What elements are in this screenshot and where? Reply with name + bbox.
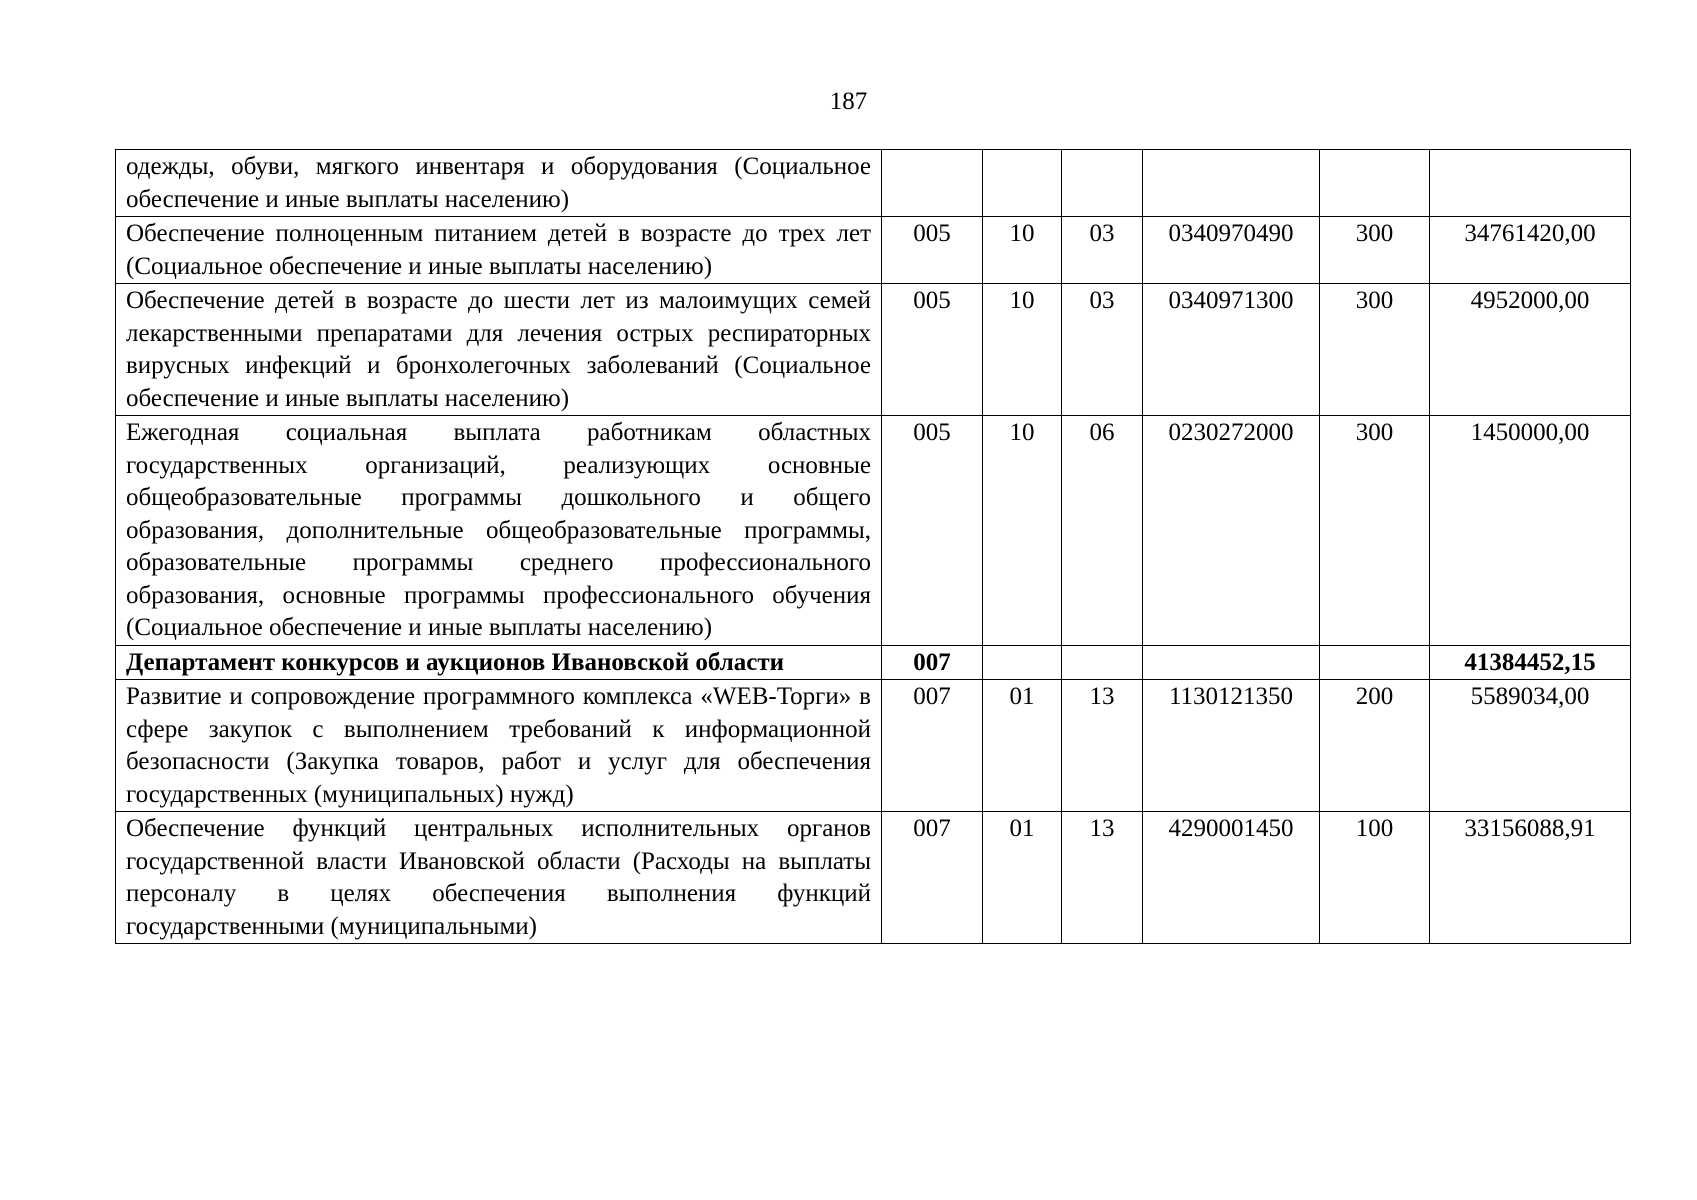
cell-amount: 41384452,15 (1430, 645, 1631, 680)
cell-amount: 4952000,00 (1430, 284, 1631, 416)
table-row (116, 416, 1631, 646)
cell-description: Обеспечение полноценным питанием детей в возрасте до трех лет (Социальное обеспечение и иные выплаты населению) (116, 217, 882, 284)
cell-section-code: 10 (983, 416, 1062, 646)
cell-description: Ежегодная социальная выплата работникам областных государственных организаций, реализующих основные общеобразовательные программы дошкольного и общего образования, дополнительные общеобразовательные программы, образовательные программы среднего профессионального образования, основные программы профессионального обучения (Социальное обеспечение и иные выплаты населению) (116, 416, 882, 646)
cell-amount: 5589034,00 (1430, 680, 1631, 812)
cell-ministry-code: 007 (882, 680, 983, 812)
cell-amount (1430, 150, 1631, 217)
cell-subsection-code: 06 (1062, 416, 1143, 646)
table-body (116, 150, 1631, 944)
cell-amount: 1450000,00 (1430, 416, 1631, 646)
cell-subsection-code (1062, 645, 1143, 680)
cell-section-code: 01 (983, 680, 1062, 812)
cell-description: Развитие и сопровождение программного комплекса «WEB-Торги» в сфере закупок с выполнением требований к информационной безопасности (Закупка товаров, работ и услуг для обеспечения государственных (муниципальных) нужд) (116, 680, 882, 812)
cell-target-article: 4290001450 (1143, 812, 1320, 944)
cell-section-code (983, 150, 1062, 217)
cell-ministry-code: 005 (882, 284, 983, 416)
cell-subsection-code: 13 (1062, 812, 1143, 944)
cell-ministry-code: 007 (882, 812, 983, 944)
table-row (116, 150, 1631, 217)
table-row (116, 284, 1631, 416)
cell-subsection-code: 13 (1062, 680, 1143, 812)
cell-expense-type (1320, 645, 1430, 680)
cell-expense-type: 200 (1320, 680, 1430, 812)
cell-target-article: 1130121350 (1143, 680, 1320, 812)
cell-description: одежды, обуви, мягкого инвентаря и оборудования (Социальное обеспечение и иные выплаты населению) (116, 150, 882, 217)
cell-expense-type: 300 (1320, 284, 1430, 416)
cell-amount: 33156088,91 (1430, 812, 1631, 944)
cell-section-code: 01 (983, 812, 1062, 944)
cell-description: Обеспечение функций центральных исполнительных органов государственной власти Ивановской области (Расходы на выплаты персоналу в целях обеспечения выполнения функций государственными (муниципальными) (116, 812, 882, 944)
table-row (116, 645, 1631, 680)
cell-ministry-code (882, 150, 983, 217)
cell-target-article: 0340971300 (1143, 284, 1320, 416)
cell-description: Обеспечение детей в возрасте до шести лет из малоимущих семей лекарственными препаратами для лечения острых респираторных вирусных инфекций и бронхолегочных заболеваний (Социальное обеспечение и иные выплаты населению) (116, 284, 882, 416)
cell-target-article (1143, 150, 1320, 217)
page-number: 187 (829, 88, 868, 115)
cell-section-code: 10 (983, 284, 1062, 416)
cell-section-code: 10 (983, 217, 1062, 284)
cell-subsection-code: 03 (1062, 284, 1143, 416)
table-row (116, 217, 1631, 284)
cell-section-code (983, 645, 1062, 680)
cell-subsection-code: 03 (1062, 217, 1143, 284)
cell-ministry-code: 005 (882, 217, 983, 284)
cell-ministry-code: 007 (882, 645, 983, 680)
cell-target-article: 0230272000 (1143, 416, 1320, 646)
cell-target-article: 0340970490 (1143, 217, 1320, 284)
table-row (116, 812, 1631, 944)
cell-amount: 34761420,00 (1430, 217, 1631, 284)
cell-expense-type: 300 (1320, 217, 1430, 284)
budget-table (115, 149, 1631, 944)
cell-expense-type: 300 (1320, 416, 1430, 646)
cell-description: Департамент конкурсов и аукционов Ивановской области (116, 645, 882, 680)
cell-ministry-code: 005 (882, 416, 983, 646)
cell-expense-type (1320, 150, 1430, 217)
cell-target-article (1143, 645, 1320, 680)
cell-subsection-code (1062, 150, 1143, 217)
cell-expense-type: 100 (1320, 812, 1430, 944)
table-row (116, 680, 1631, 812)
